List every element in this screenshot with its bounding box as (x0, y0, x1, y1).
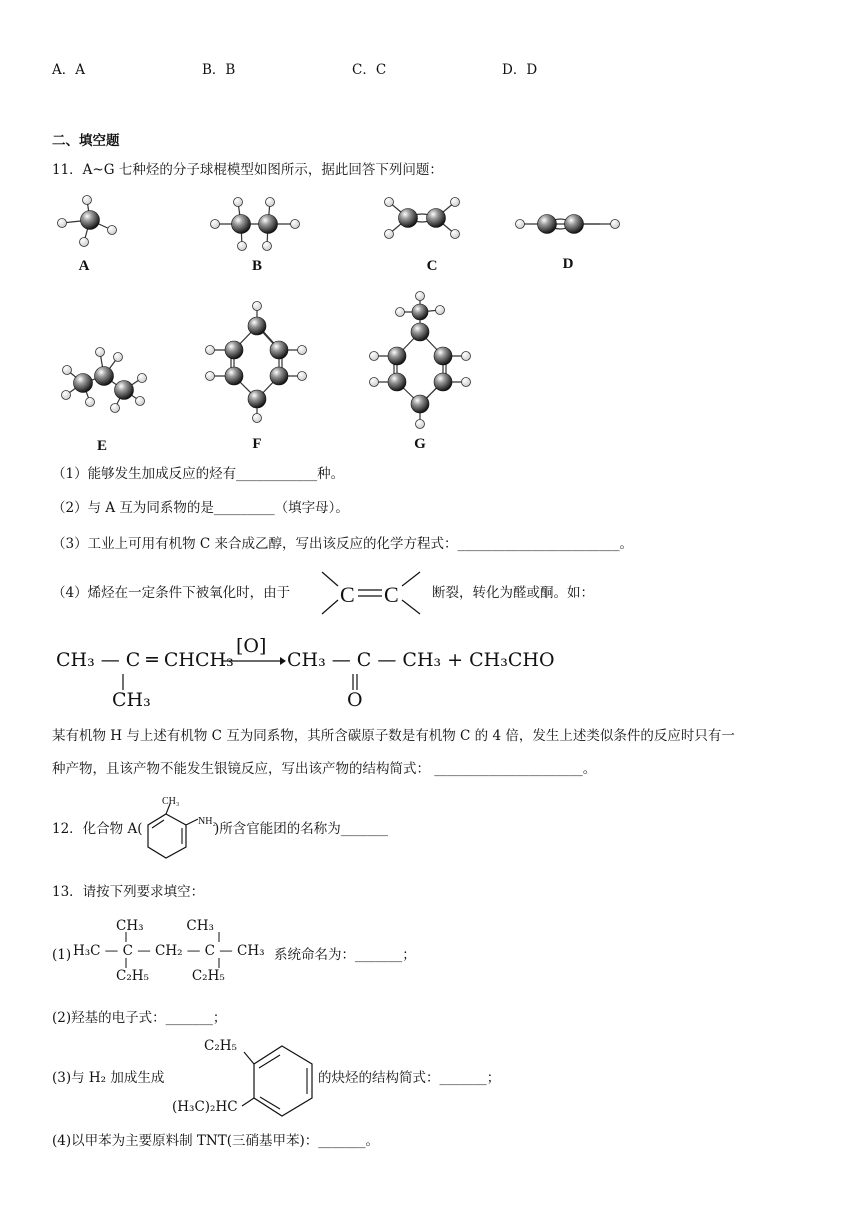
q13-item3-isopropyl: (H₃C)₂HC (172, 1099, 238, 1115)
q13-item1-top: CH₃ CH₃ (116, 918, 214, 934)
q13-stem: 13．请按下列要求填空： (52, 884, 205, 900)
methyl-label: CH₃ (162, 796, 180, 807)
model-label-d: D (562, 256, 574, 272)
q11-part5-line1: 某有机物 H 与上述有机物 C 互为同系物，其所含碳原子数是有机物 C 的 4 倍，发生上述类似条件的反应时只有一 (52, 728, 735, 744)
q13-item1-after: 系统命名为：_______； (274, 947, 416, 963)
amine-label: NH₂ (198, 816, 216, 827)
choice-d[interactable]: D．D (502, 62, 538, 78)
q13-item1-bottom: C₂H₅ C₂H₅ (116, 968, 225, 984)
q12-before: 12．化合物 A( (52, 821, 143, 837)
q11-part4-after: 断裂，转化为醛或酮。如： (432, 585, 594, 601)
q13-item4: (4)以甲苯为主要原料制 TNT(三硝基甲苯)：_______。 (52, 1133, 380, 1149)
reaction-arrow (222, 655, 286, 667)
molecule-models (0, 190, 860, 454)
reaction-reactant-branch: CH₃ (112, 689, 151, 711)
reaction-product: CH₃ — C — CH₃ + CH₃CHO (287, 649, 555, 671)
q13-item3-ring (236, 1040, 316, 1130)
alkene-double-bond-figure (318, 568, 428, 618)
reaction-reactant: CH₃ — C ═ CHCH₃ (56, 649, 234, 671)
q12-after: )所含官能团的名称为_______ (214, 821, 389, 837)
svg-text:C: C (384, 582, 399, 607)
svg-text:C: C (340, 582, 355, 607)
choice-a[interactable]: A．A (52, 62, 85, 78)
q13-item1-main: H₃C — C — CH₂ — C — CH₃ (73, 943, 265, 959)
choice-b[interactable]: B．B (202, 62, 236, 78)
model-label-e: E (96, 438, 108, 454)
q13-item3-before: (3)与 H₂ 加成生成 (52, 1070, 165, 1086)
reaction-product-oxygen: O (347, 689, 363, 711)
model-label-b: B (251, 258, 263, 274)
model-label-f: F (252, 436, 262, 452)
q11-part2: （2）与 A 互为同系物的是_________（填字母）。 (52, 500, 349, 516)
o-toluidine-structure (144, 792, 214, 862)
model-label-c: C (426, 258, 438, 274)
q11-part3: （3）工业上可用有机物 C 来合成乙醇，写出该反应的化学方程式：________________________。 (52, 536, 634, 552)
q13-item1-label: (1) (52, 947, 72, 963)
q13-item3-ethyl: C₂H₅ (204, 1038, 237, 1054)
q11-part4-before: （4）烯烃在一定条件下被氧化时，由于 (52, 585, 291, 601)
q13-item2: (2)羟基的电子式：_______； (52, 1010, 227, 1026)
model-label-g: G (414, 436, 426, 452)
q11-part1: （1）能够发生加成反应的烃有____________种。 (52, 466, 345, 482)
q11-stem: 11．A~G 七种烃的分子球棍模型如图所示，据此回答下列问题： (52, 162, 443, 178)
reaction-reagent: [O] (236, 635, 267, 657)
model-label-a: A (78, 258, 90, 274)
q13-item3-after: 的炔烃的结构简式：_______； (318, 1070, 501, 1086)
q11-part5-line2: 种产物，且该产物不能发生银镜反应，写出该产物的结构简式： ______________________。 (52, 761, 597, 777)
choice-c[interactable]: C．C (352, 62, 387, 78)
section-title: 二、填空题 (52, 133, 120, 149)
